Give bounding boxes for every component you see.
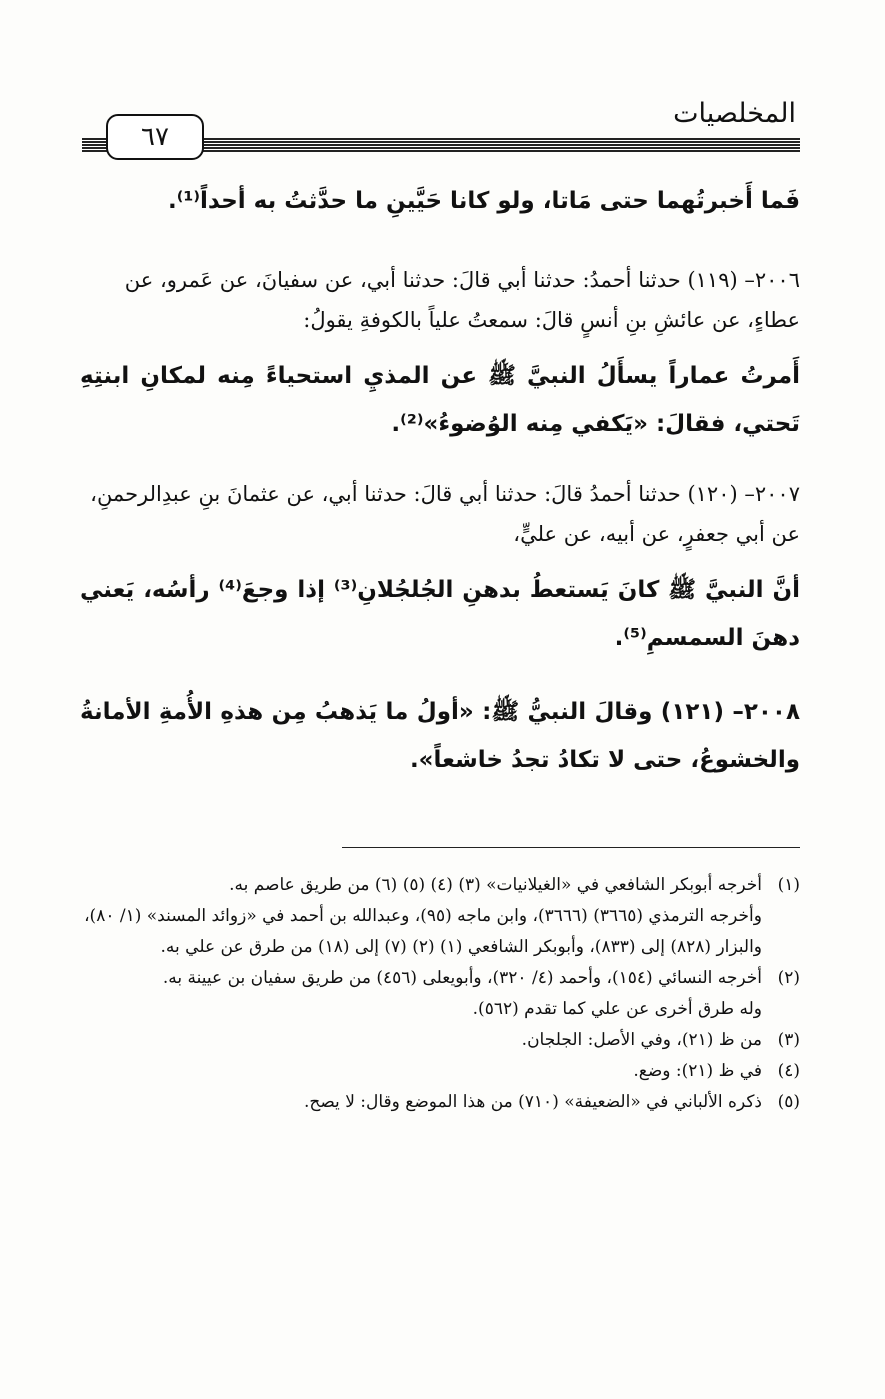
footnote-number: (٢) <box>777 968 800 988</box>
hadith-2006-isnad: ٢٠٠٦– (١١٩) حدثنا أحمدُ: حدثنا أبي قالَ: حدثنا أبي، عن سفيانَ، عن عَمرو، عن عطاءٍ، عن عائشِ بنِ أنسٍ قالَ: سمعتُ علياً بالكوفةِ يقولُ: <box>124 268 800 332</box>
footnote-5 <box>80 1087 800 1118</box>
hadith-2007-matn: أنَّ النبيَّ ﷺ كانَ يَستعطُ بدهنِ الجُلجُلانِ⁽³⁾ إذا وجعَ⁽⁴⁾ رأسُه، يَعني دهنَ السمسمِ⁽⁵⁾. <box>80 577 800 651</box>
hadith-2006-matn: أَمرتُ عماراً يسأَلُ النبيَّ ﷺ عن المذيِ استحياءً مِنه لمكانِ ابنتِهِ تَحتي، فقالَ: «يَكفي مِنه الوُضوءُ»⁽²⁾. <box>80 363 800 437</box>
page-number: ٦٧ <box>106 114 204 160</box>
footnote-text: من ظ (٢١)، وفي الأصل: الجلجان. <box>521 1030 762 1050</box>
footnote-text: أخرجه أبوبكر الشافعي في «الغيلانيات» (٣) (٤) (٥) (٦) من طريق عاصم به. <box>229 875 762 895</box>
footnote-text: أخرجه النسائي (١٥٤)، وأحمد (٤/ ٣٢٠)، وأبويعلى (٤٥٦) من طريق سفيان بن عيينة به. <box>162 968 762 988</box>
footnote-2 <box>80 963 800 994</box>
intro-matn: فَما أَخبرتُهما حتى مَاتا، ولو كانا حَيَّينِ ما حدَّثتُ به أحداً⁽¹⁾. <box>167 188 800 214</box>
footnote-2-continued: وله طرق أخرى عن علي كما تقدم (٥٦٢). <box>472 999 762 1019</box>
main-text <box>80 182 800 810</box>
footnote-4 <box>80 1056 800 1087</box>
footnote-3 <box>80 1025 800 1056</box>
footnotes <box>80 870 800 1118</box>
footnote-number: (٤) <box>777 1061 800 1081</box>
page-header <box>82 98 800 160</box>
footnote-text: في ظ (٢١): وضع. <box>633 1061 762 1081</box>
footnote-text: ذكره الألباني في «الضعيفة» (٧١٠) من هذا الموضع وقال: لا يصح. <box>303 1092 762 1112</box>
footnote-number: (٥) <box>777 1092 800 1112</box>
footnote-number: (١) <box>777 875 800 895</box>
footnote-1 <box>80 870 800 901</box>
footnote-1-continued: وأخرجه الترمذي (٣٦٦٥) (٣٦٦٦)، وابن ماجه (٩٥)، وعبدالله بن أحمد في «زوائد المسند» (١/ ٨٠)، والبزار (٨٢٨) إلى (٨٣٣)، وأبوبكر الشافعي (١) (٢) (٧) إلى (١٨) من طرق عن علي به. <box>84 906 762 957</box>
hadith-2007-isnad: ٢٠٠٧– (١٢٠) حدثنا أحمدُ قالَ: حدثنا أبي قالَ: حدثنا أبي، عن عثمانَ بنِ عبدِالرحمنِ، عن أبي جعفرٍ، عن أبيه، عن عليٍّ، <box>90 482 800 546</box>
hadith-2008: ٢٠٠٨– (١٢١) وقالَ النبيُّ ﷺ: «أولُ ما يَذهبُ مِن هذهِ الأُمةِ الأمانةُ والخشوعُ، حتى لا تكادُ تجدُ خاشعاً». <box>80 699 800 773</box>
footnote-divider <box>342 847 800 848</box>
running-title: المخلصيات <box>673 98 796 129</box>
footnote-number: (٣) <box>777 1030 800 1050</box>
